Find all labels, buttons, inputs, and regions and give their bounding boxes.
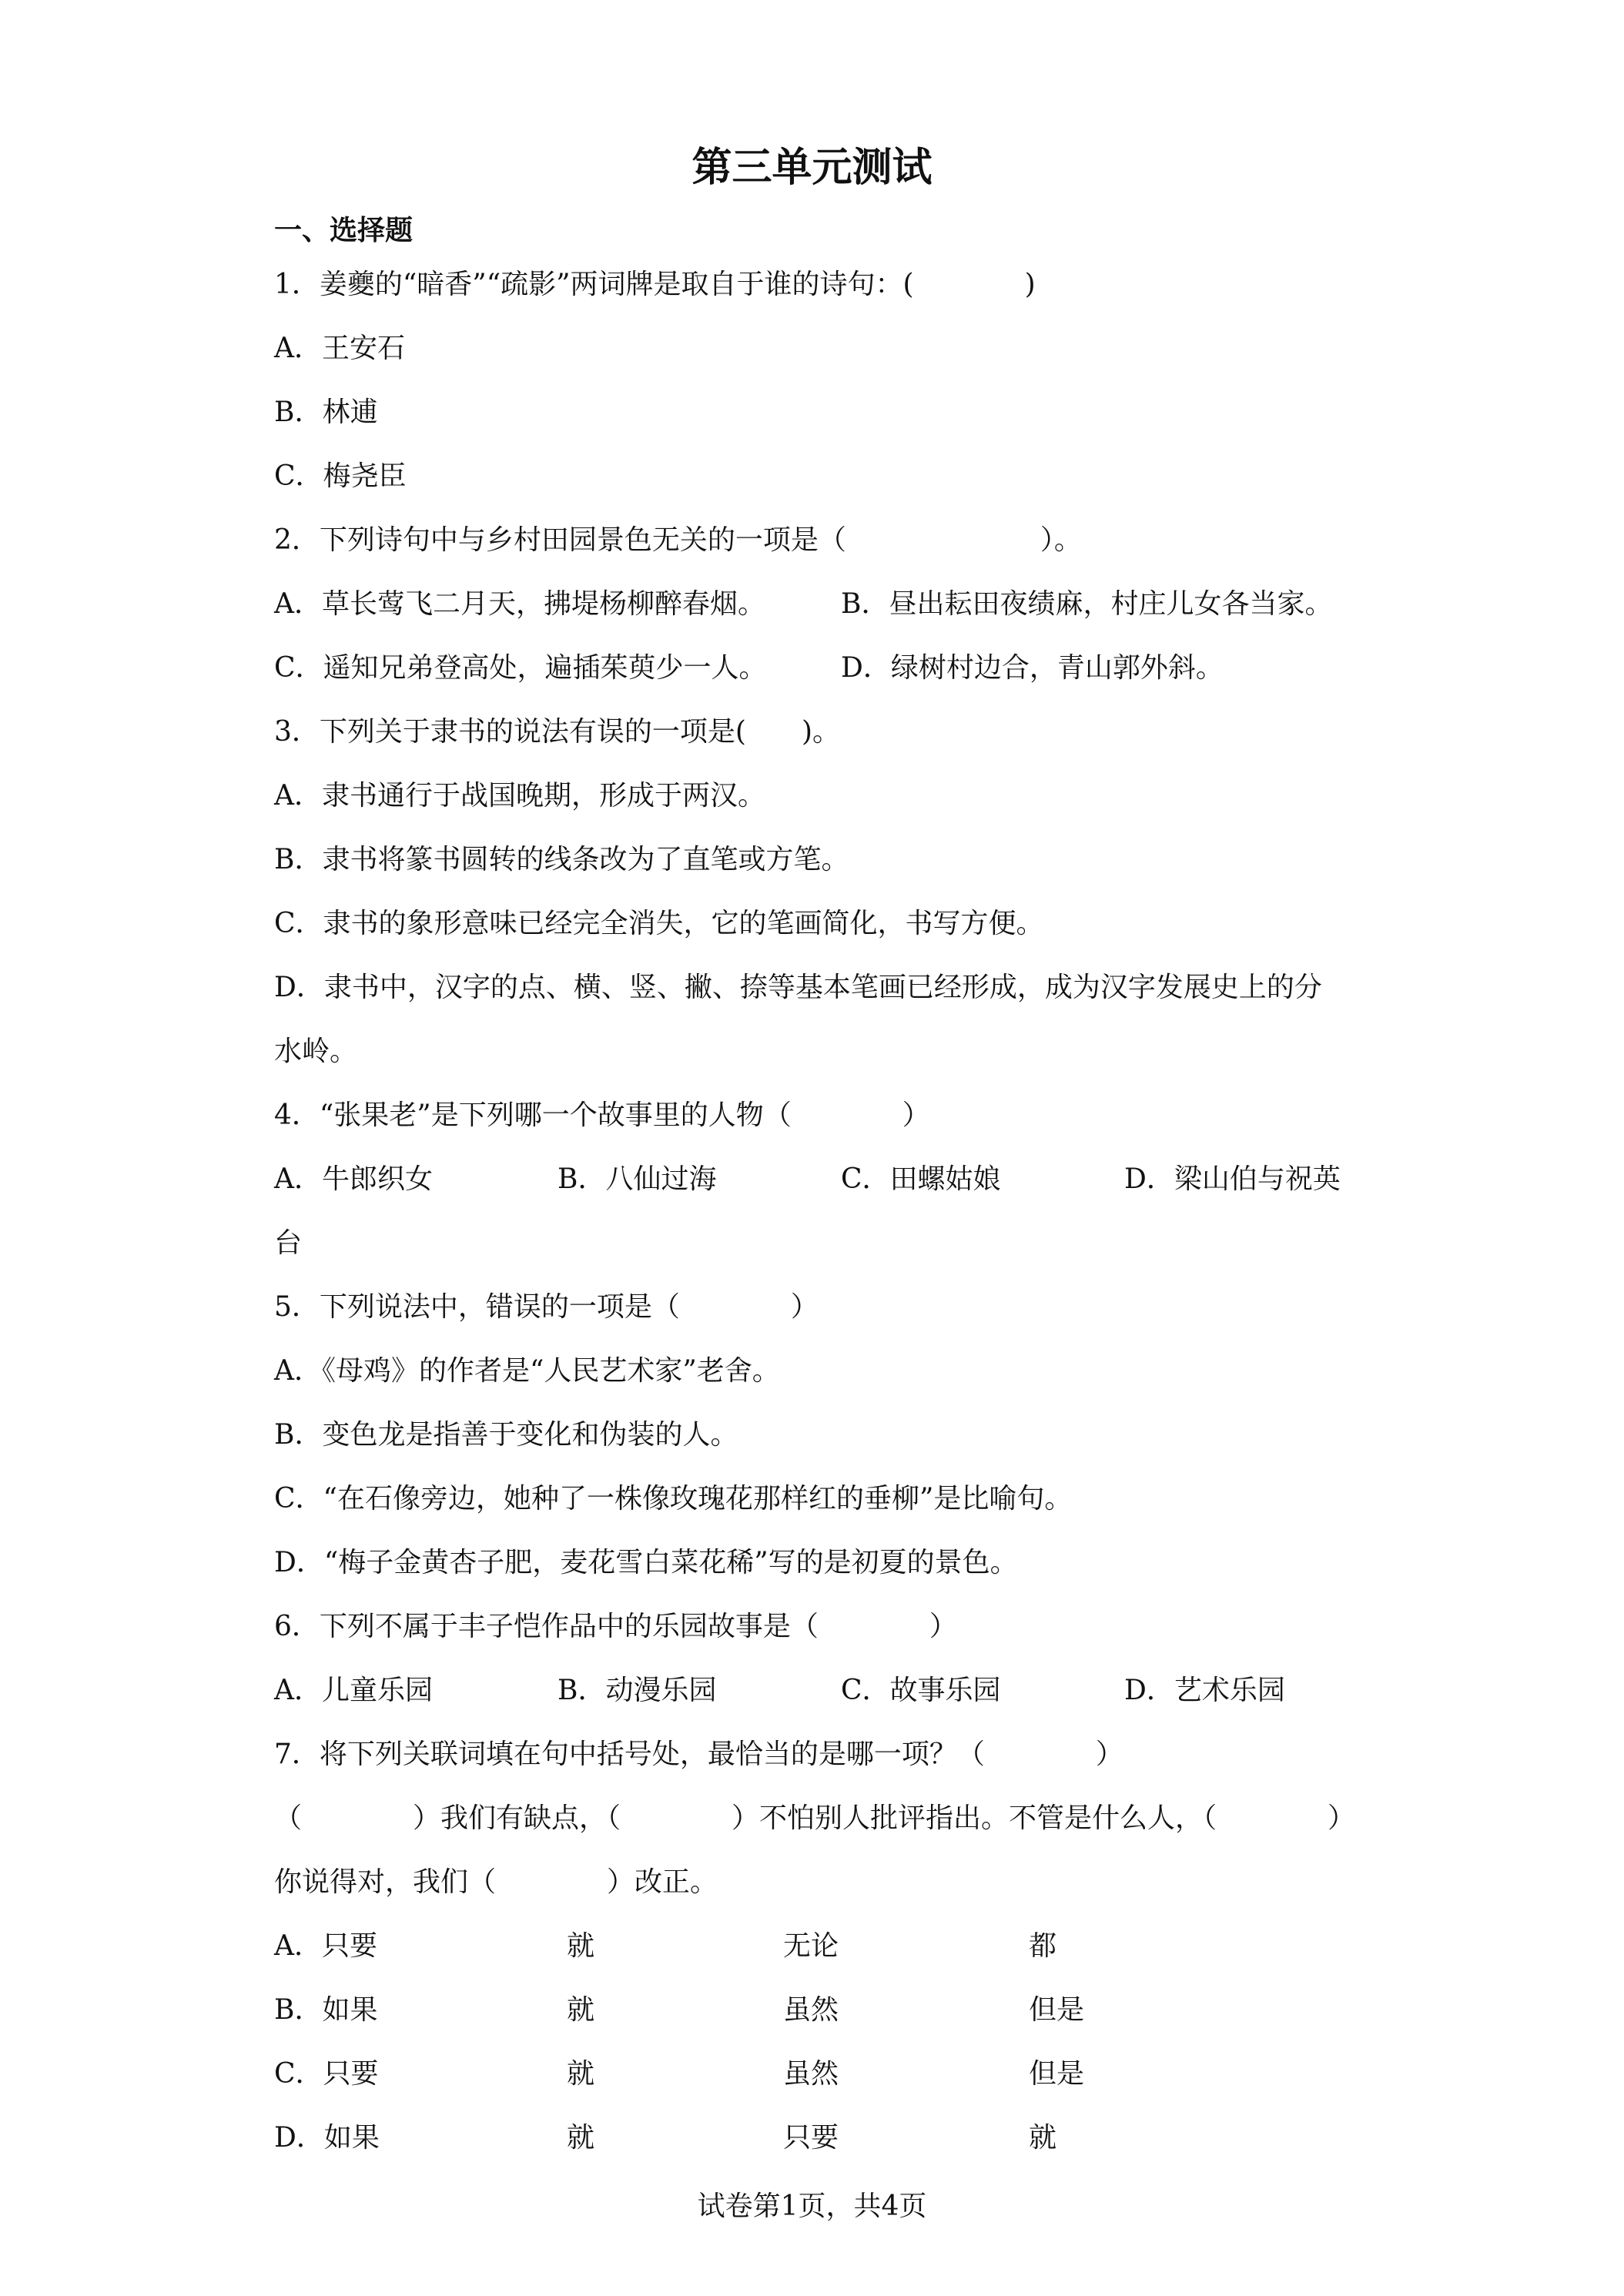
question-4-option-d: D．梁山伯与祝英 [1124, 1163, 1341, 1195]
question-7-option-c: C．只要 [274, 2058, 379, 2090]
question-3-option-d: D．隶书中，汉字的点、横、竖、撇、捺等基本笔画已经形成，成为汉字发展史上的分 [274, 972, 1322, 1003]
question-1-option-a: A．王安石 [274, 333, 405, 364]
question-4-option-a: A．牛郎织女 [274, 1163, 433, 1195]
question-5-stem: 5．下列说法中，错误的一项是（ ） [274, 1291, 819, 1323]
question-7-option-b-word-2: 就 [567, 1994, 595, 2026]
question-6-option-a: A．儿童乐园 [274, 1675, 433, 1706]
question-5-option-b: B．变色龙是指善于变化和伪装的人。 [274, 1419, 738, 1451]
question-2-option-c: C．遥知兄弟登高处，遍插茱萸少一人。 [274, 652, 767, 684]
question-6-option-d: D．艺术乐园 [1124, 1675, 1285, 1706]
question-4-option-c: C．田螺姑娘 [841, 1163, 1001, 1195]
page-footer: 试卷第1页，共4页 [697, 2191, 927, 2222]
question-4-option-b: B．八仙过海 [558, 1163, 717, 1195]
question-7-option-c-word-4: 但是 [1029, 2058, 1085, 2090]
question-7-option-d-word-3: 只要 [783, 2122, 839, 2154]
question-7-option-b-word-4: 但是 [1029, 1994, 1085, 2026]
page-title: 第三单元测试 [691, 145, 933, 191]
section-heading: 一、选择题 [274, 215, 414, 246]
question-7-option-a-word-3: 无论 [783, 1930, 839, 1962]
question-7-option-b: B．如果 [274, 1994, 378, 2026]
question-7-option-c-word-2: 就 [567, 2058, 595, 2090]
question-2-option-d: D．绿树村边合，青山郭外斜。 [841, 652, 1224, 684]
question-3-option-c: C．隶书的象形意味已经完全消失，它的笔画简化，书写方便。 [274, 908, 1044, 939]
question-7-option-a-word-2: 就 [567, 1930, 595, 1962]
question-1-option-b: B．林逋 [274, 397, 378, 428]
question-7-option-a: A．只要 [274, 1930, 377, 1962]
question-1-option-c: C．梅尧臣 [274, 460, 407, 492]
question-7-option-c-word-3: 虽然 [783, 2058, 839, 2090]
question-7-passage: （ ）我们有缺点，（ ）不怕别人批评指出。不管是什么人，（ ） [274, 1802, 1356, 1834]
question-7-option-d-word-4: 就 [1029, 2122, 1057, 2154]
question-7-option-d-word-2: 就 [567, 2122, 595, 2154]
question-3-option-d-continued: 水岭。 [274, 1036, 358, 1067]
question-7-option-d: D．如果 [274, 2122, 380, 2154]
question-4-option-d-continued: 台 [274, 1227, 303, 1259]
question-5-option-a: A．《母鸡》的作者是“人民艺术家”老舍。 [274, 1355, 780, 1387]
question-2-option-b: B．昼出耘田夜绩麻，村庄儿女各当家。 [841, 588, 1333, 620]
question-6-stem: 6．下列不属于丰子恺作品中的乐园故事是（ ） [274, 1611, 957, 1642]
question-3-option-b: B．隶书将篆书圆转的线条改为了直笔或方笔。 [274, 844, 849, 875]
question-2-stem: 2．下列诗句中与乡村田园景色无关的一项是（ ）。 [274, 524, 1082, 556]
question-6-option-c: C．故事乐园 [841, 1675, 1001, 1706]
question-4-stem: 4．“张果老”是下列哪一个故事里的人物（ ） [274, 1099, 930, 1131]
question-6-option-b: B．动漫乐园 [558, 1675, 717, 1706]
question-1-stem: 1．姜夔的“暗香”“疏影”两词牌是取自于谁的诗句：( ) [274, 269, 1036, 300]
question-7-option-a-word-4: 都 [1029, 1930, 1057, 1962]
question-7-passage-continued: 你说得对，我们（ ）改正。 [274, 1866, 718, 1898]
question-3-stem: 3．下列关于隶书的说法有误的一项是( )。 [274, 716, 840, 748]
question-7-stem: 7．将下列关联词填在句中括号处，最恰当的是哪一项？（ ） [274, 1739, 1123, 1770]
question-2-option-a: A．草长莺飞二月天，拂堤杨柳醉春烟。 [274, 588, 765, 620]
question-7-option-b-word-3: 虽然 [783, 1994, 839, 2026]
question-5-option-c: C．“在石像旁边，她种了一株像玫瑰花那样红的垂柳”是比喻句。 [274, 1483, 1073, 1514]
question-5-option-d: D．“梅子金黄杏子肥，麦花雪白菜花稀”写的是初夏的景色。 [274, 1547, 1018, 1578]
question-3-option-a: A．隶书通行于战国晚期，形成于两汉。 [274, 780, 765, 812]
